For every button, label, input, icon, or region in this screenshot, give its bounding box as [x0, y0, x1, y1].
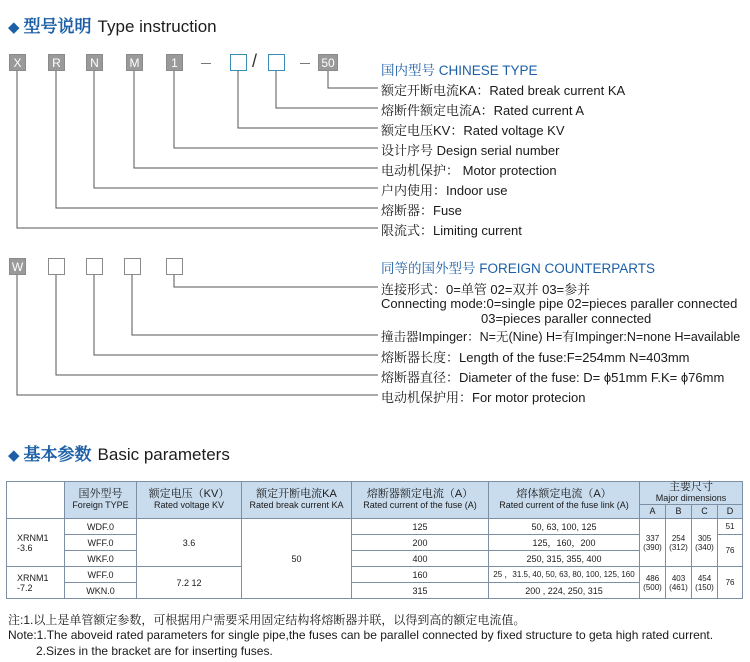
- foreign-box-length: [86, 258, 103, 275]
- dim-a-cell: 486 (500): [640, 567, 666, 599]
- desc-connection-en-2: 03=pieces paraller connected: [481, 311, 652, 326]
- code-box-r: R: [48, 54, 65, 71]
- desc-connection-cn: 连接形式：0=单管 02=双并 03=参并: [381, 282, 591, 297]
- note-cn: 注:1.以上是单管额定参数，可根据用户需要采用固定结构将熔断器并联，以得到高的额定电流值。: [8, 613, 526, 627]
- model-cell: XRNM1 -7.2: [7, 567, 65, 599]
- desc-motor-use: 电动机保护用：For motor protecion: [381, 390, 586, 405]
- type-cell: WDF.0: [65, 519, 137, 535]
- desc-indoor-use: 户内使用：Indoor use: [381, 183, 508, 198]
- desc-fuse: 熔断器：Fuse: [381, 203, 462, 218]
- header-voltage: 额定电压（KV） Rated voltage KV: [137, 482, 242, 519]
- desc-impinger: 撞击器Impinger：N=无(Nine) H=有Impinger:N=none H=available: [381, 330, 741, 344]
- dim-d-cell: 51: [718, 519, 743, 535]
- desc-design-serial: 设计序号 Design serial number: [381, 143, 560, 158]
- dim-d-cell: 76: [718, 535, 743, 567]
- foreign-box-impinger: [124, 258, 141, 275]
- chinese-type-header: 国内型号 CHINESE TYPE: [381, 63, 538, 78]
- note-en-2: 2.Sizes in the bracket are for inserting fuses.: [36, 644, 273, 658]
- desc-length: 熔断器长度：Length of the fuse:F=254mm N=403mm: [381, 350, 690, 365]
- type-cell: WKN.0: [65, 583, 137, 599]
- desc-rated-voltage: 额定电压KV：Rated voltage KV: [381, 123, 565, 138]
- foreign-box-diameter: [48, 258, 65, 275]
- type-cell: WFF.0: [65, 567, 137, 583]
- dim-a-cell: 337 (390): [640, 519, 666, 567]
- model-cell: XRNM1 -3.6: [7, 519, 65, 567]
- dim-b-label: B: [666, 505, 692, 519]
- link-current-cell: 50, 63, 100, 125: [489, 519, 640, 535]
- fuse-current-cell: 315: [352, 583, 489, 599]
- dim-b-cell: 403 (461): [666, 567, 692, 599]
- table-row: [7, 551, 743, 567]
- voltage-cell: 7.2 12: [137, 567, 242, 599]
- link-current-cell: 25 ，31.5, 40, 50, 63, 80, 100, 125, 160: [489, 567, 640, 583]
- desc-rated-current: 熔断件额定电流A：Rated current A: [381, 103, 584, 118]
- code-box-rated-voltage: [230, 54, 247, 71]
- link-current-cell: 125，160，200: [489, 535, 640, 551]
- code-dash: [201, 63, 211, 64]
- dim-a-label: A: [640, 505, 666, 519]
- code-box-x: X: [9, 54, 26, 71]
- desc-break-current: 额定开断电流KA：Rated break current KA: [381, 83, 626, 98]
- table-row: [7, 519, 743, 535]
- corner-cell: [7, 482, 65, 519]
- desc-motor-protection: 电动机保护： Motor protection: [381, 163, 557, 178]
- fuse-current-cell: 200: [352, 535, 489, 551]
- fuse-current-cell: 125: [352, 519, 489, 535]
- link-current-cell: 250, 315, 355, 400: [489, 551, 640, 567]
- fuse-current-cell: 400: [352, 551, 489, 567]
- table-row: [7, 583, 743, 599]
- break-current-cell: 50: [242, 519, 352, 599]
- foreign-counterparts-header: 同等的国外型号 FOREIGN COUNTERPARTS: [381, 261, 656, 276]
- desc-diameter: 熔断器直径：Diameter of the fuse: D= ϕ51mm F.K= ϕ76mm: [381, 370, 725, 385]
- header-foreign-type: 国外型号 Foreign TYPE: [65, 482, 137, 519]
- header-break-current: 额定开断电流KA Rated break current KA: [242, 482, 352, 519]
- parameters-table: [6, 481, 743, 599]
- dim-b-cell: 254 (312): [666, 519, 692, 567]
- code-slash: /: [252, 51, 258, 71]
- code-box-rated-current: [268, 54, 285, 71]
- code-box-m: M: [126, 54, 143, 71]
- basic-parameters-title: ◆ 基本参数 Basic parameters: [8, 445, 230, 464]
- dim-c-label: C: [692, 505, 718, 519]
- diamond-icon: ◆: [8, 19, 20, 36]
- header-dimensions: 主要尺寸 Major dimensions: [640, 482, 743, 505]
- dim-d-label: D: [718, 505, 743, 519]
- code-box-1: 1: [166, 54, 183, 71]
- foreign-box-connection: [166, 258, 183, 275]
- table-row: [7, 535, 743, 551]
- link-current-cell: 200 , 224, 250, 315: [489, 583, 640, 599]
- desc-connection-en: Connecting mode:0=single pipe 02=pieces paraller connected: [381, 296, 738, 311]
- type-cell: WKF.0: [65, 551, 137, 567]
- fuse-current-cell: 160: [352, 567, 489, 583]
- note-en-1: Note:1.The aboveid rated parameters for single pipe,the fuses can be parallel connected by fixed structure to geta high rated current.: [8, 628, 714, 642]
- header-fuse-current: 熔断器额定电流（A） Rated current of the fuse (A): [352, 482, 489, 519]
- desc-limiting-current: 限流式：Limiting current: [381, 223, 522, 238]
- type-instruction-title: ◆ 型号说明 Type instruction: [8, 17, 217, 36]
- code-dash: [300, 63, 310, 64]
- foreign-box-w: W: [9, 258, 26, 275]
- type-cell: WFF.0: [65, 535, 137, 551]
- dim-c-cell: 454 (150): [692, 567, 718, 599]
- header-link-current: 熔体额定电流（A） Rated current of the fuse link (A): [489, 482, 640, 519]
- diamond-icon: ◆: [8, 447, 20, 464]
- code-box-n: N: [86, 54, 103, 71]
- voltage-cell: 3.6: [137, 519, 242, 567]
- dim-c-cell: 305 (340): [692, 519, 718, 567]
- code-box-50: 50: [318, 54, 338, 71]
- dim-d-cell: 76: [718, 567, 743, 599]
- table-row: [7, 567, 743, 583]
